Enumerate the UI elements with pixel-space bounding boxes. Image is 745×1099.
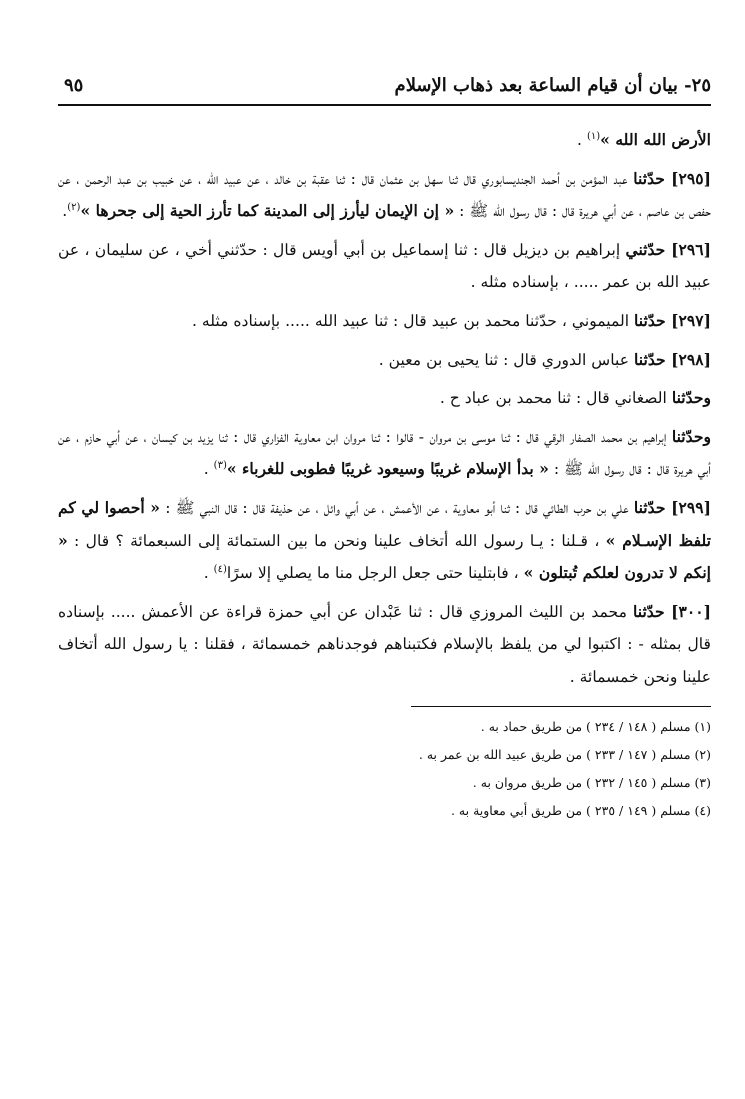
paragraph-text: إبراهيم بن محمد الصفار الرقي قال : ثنا موسى بن مروان - قالوا : ثنا مروان ابن معاوية الفزاري قال : ثنا يزيد بن كيسان ، عن أبي حازم ، عن أبي هريرة قال : قال رسول الله ﷺ : [58,427,711,479]
paragraph-text: ، فابتلينا حتى جعل الرجل منا ما يصلي إلا سرًا [226,564,524,583]
hadith-paragraph [58,234,711,299]
paragraph-text: عبد المؤمن بن أحمد الجنديسابوري قال ثنا سهل بن عثمان قال : ثنا عقبة بن خالد ، عن عبيد الله ، عن خبيب بن عبد الرحمن ، عن حفص بن عاصم ، عن أبي هريرة قال : قال رسول الله ﷺ : [58,169,711,221]
footnote-marker: (٢) [67,202,81,213]
hadith-number: [٢٩٧] حدّثنا [634,310,711,330]
header-rule [58,104,711,106]
hadith-paragraph [58,305,711,338]
footnote-item: (١) مسلم ( ١٤٨ / ٢٣٤ ) من طريق حماد به . [480,718,711,734]
paragraph-text: إبراهيم بن ديزيل قال : ثنا إسماعيل بن أبي أويس قال : حدّثني أخي ، عن سليمان ، عن عبيد الله بن عمر ..... ، بإسناده مثله . [58,240,711,292]
footnote-item: (٤) مسلم ( ١٤٩ / ٢٣٥ ) من طريق أبي معاوية به . [450,802,711,818]
hadith-paragraph [58,382,711,415]
hadith-paragraph [58,492,711,590]
paragraph-text: الصغاني قال : ثنا محمد بن عباد ح . [439,389,672,408]
paragraph-text: . [577,131,587,149]
paragraph-text: . [203,460,214,479]
prophetic-quote: « أحصوا لي كم تلفظ الإسـلام » [58,497,711,550]
hadith-number: [٢٩٦] حدّثني [625,239,711,259]
book-page [58,56,711,1066]
paragraph-text: ، قـلنا : يـا رسول الله أتخاف علينا ونحن ما بين الستمائة إلى السبعمائة ؟ قال : [67,531,606,550]
prophetic-quote: الأرض الله الله » [600,130,711,149]
hadith-number: [٢٩٥] حدّثنا [633,168,711,188]
prophetic-quote: « بدأ الإسلام غريبًا وسيعود غريبًا فطوبى للغرباء » [226,459,549,479]
paragraph-text: . [203,564,214,583]
paragraph-text: علي بن حرب الطائي قال : ثنا أبو معاوية ، عن الأعمش ، عن أبي وائل ، عن حذيفة قال : قال النبي ﷺ : [160,498,634,517]
hadith-number: [٢٩٩] حدّثنا [633,497,711,517]
paragraph-text: عباس الدوري قال : ثنا يحيى بن معين . [378,350,635,369]
footnote-item: (٣) مسلم ( ١٤٥ / ٢٣٢ ) من طريق مروان به . [472,774,711,790]
hadith-number: [٢٩٨] حدّثنا [634,349,711,369]
footnote-item: (٢) مسلم ( ١٤٧ / ٢٣٣ ) من طريق عبيد الله بن عمر به . [418,746,711,762]
hadith-paragraph [58,163,711,228]
paragraph-text: الميموني ، حدّثنا محمد بن عبيد قال : ثنا عبيد الله ..... بإسناده مثله . [191,311,635,330]
page-number: ٩٥ [64,75,84,96]
hadith-paragraph [58,344,711,377]
continuation-paragraph [58,124,711,157]
prophetic-quote: « إن الإيمان ليأرز إلى المدينة كما تأرز الحية إلى جحرها » [80,201,455,221]
hadith-number: [٣٠٠] حدّثنا [632,601,711,621]
footnote-marker: (٣) [213,460,227,472]
narration-keyword: وحدّثنا [671,426,711,446]
hadith-paragraph [58,596,711,694]
hadith-paragraph [58,421,711,486]
page-header [58,56,711,100]
paragraph-text: محمد بن الليث المروزي قال : ثنا عَبْدان عن أبي حمزة قراءة عن الأعمش ..... بإسناده قال بمثله - : اكتبوا لي من يلفظ بالإسلام فكتبناهم فوجدناهم خمسمائة ، فقلنا : يا رسول الله أتخاف علينا ونحن خمسمائة . [58,602,711,686]
footnote-marker: (٤) [213,563,227,575]
chapter-title: ٢٥- بيان أن قيام الساعة بعد ذهاب الإسلام [394,75,711,96]
paragraph-text: . [62,202,68,221]
footnote-rule [411,706,711,707]
footnote-marker: (١) [586,130,601,142]
footnotes [58,713,711,825]
hadith-body [58,124,711,694]
narration-keyword: وحدّثنا [671,388,711,408]
prophetic-quote: « إنكم لا تدرون لعلكم تُبتلون » [58,530,711,583]
